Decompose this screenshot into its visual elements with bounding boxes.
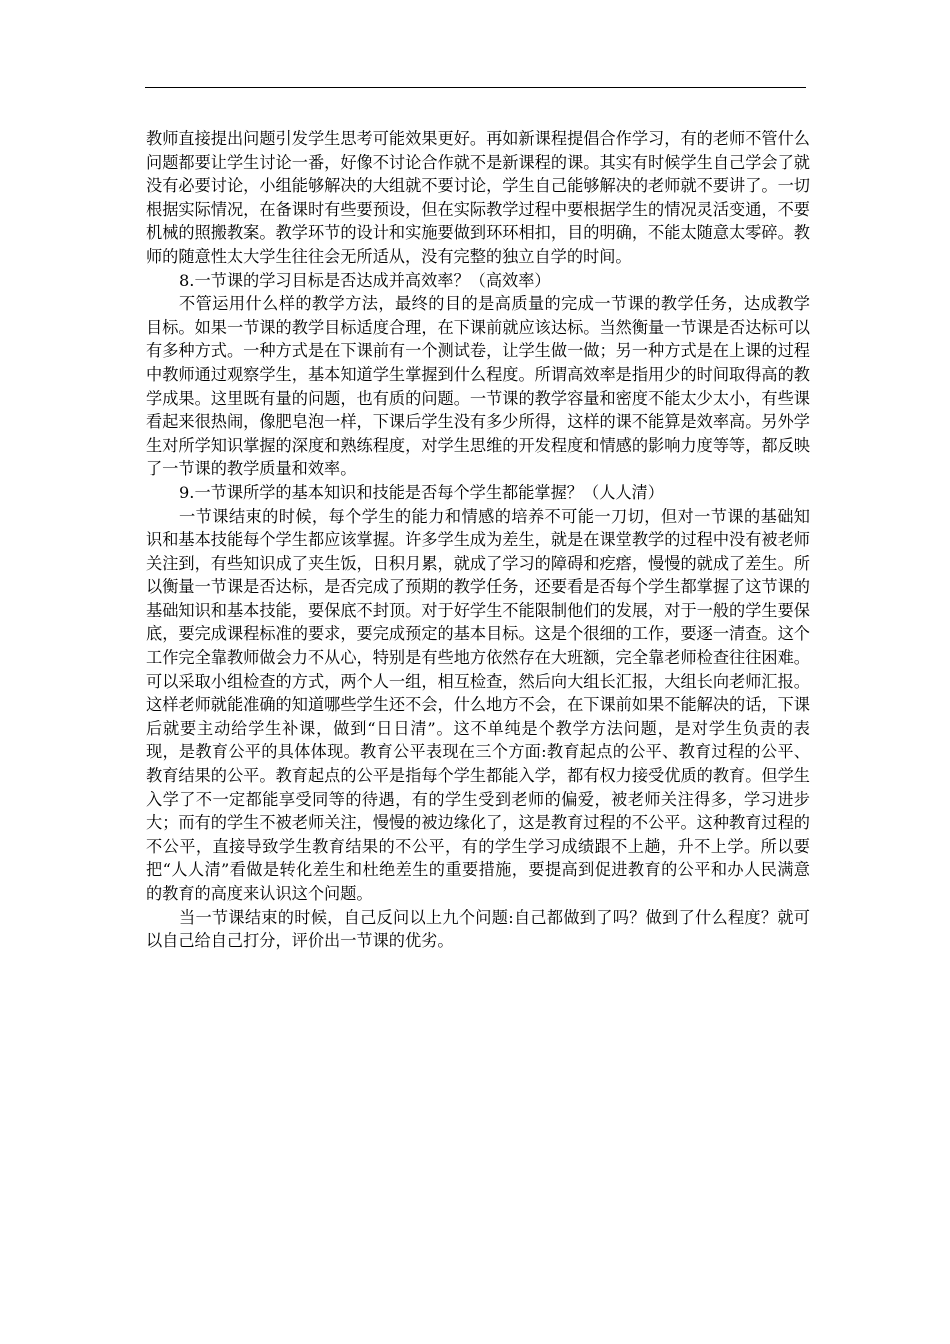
- section-heading-8: 8.一节课的学习目标是否达成并高效率？（高效率）: [179, 270, 551, 290]
- paragraph-mastery: 一节课结束的时候，每个学生的能力和情感的培养不可能一刀切，但对一节课的基础知识和基本技能每个学生都应该掌握。许多学生成为差生，就是在课堂教学的过程中没有被老师关注到，有些知识成了夹生饭，日积月累，就成了学习的障碍和疙瘩，慢慢的就成了差生。所以衡量一节课是否达标，是否完成了预期的教学任务，还要看是否每个学生都掌握了这节课的基础知识和基本技能，要保底不封顶。对于好学生不能限制他们的发展，对于一般的学生要保底，要完成课程标准的要求，要完成预定的基本目标。这是个很细的工作，要逐一清查。这个工作完全靠教师做会力不从心，特别是有些地方依然存在大班额，完全靠老师检查往往困难。可以采取小组检查的方式，两个人一组，相互检查，然后向大组长汇报，大组长向老师汇报。这样老师就能准确的知道哪些学生还不会，什么地方不会，在下课前如果不能解决的话，下课后就要主动给学生补课，做到“日日清”。这不单纯是个教学方法问题，是对学生负责的表现，是教育公平的具体体现。教育公平表现在三个方面:教育起点的公平、教育过程的公平、教育结果的公平。教育起点的公平是指每个学生都能入学，都有权力接受优质的教育。但学生入学了不一定都能享受同等的待遇，有的学生受到老师的偏爱，被老师关注得多，学习进步大；而有的学生不被老师关注，慢慢的被边缘化了，这是教育过程的不公平。这种教育过程的不公平，直接导致学生教育结果的不公平，有的学生学习成绩跟不上趟，升不上学。所以要把“人人清”看做是转化差生和杜绝差生的重要措施，要提高到促进教育的公平和办人民满意的教育的高度来认识这个问题。: [146, 506, 810, 903]
- paragraph-continuation: 教师直接提出问题引发学生思考可能效果更好。再如新课程提倡合作学习，有的老师不管什么问题都要让学生讨论一番，好像不讨论合作就不是新课程的课。其实有时候学生自己学会了就没有必要讨论，小组能够解决的大组就不要讨论，学生自己能够解决的老师就不要讲了。一切根据实际情况，在备课时有些要预设，但在实际教学过程中要根据学生的情况灵活变通，不要机械的照搬教案。教学环节的设计和实施要做到环环相扣，目的明确，不能太随意太零碎。教师的随意性太大学生往往会无所适从，没有完整的独立自学的时间。: [146, 129, 810, 266]
- document-body: [146, 127, 810, 953]
- section-heading-9: 9.一节课所学的基本知识和技能是否每个学生都能掌握？（人人清）: [179, 482, 664, 502]
- paragraph-conclusion: 当一节课结束的时候，自己反问以上九个问题:自己都做到了吗？做到了什么程度？就可以自己给自己打分，评价出一节课的优劣。: [146, 907, 810, 951]
- paragraph-efficiency: 不管运用什么样的教学方法，最终的目的是高质量的完成一节课的教学任务，达成教学目标。如果一节课的教学目标适度合理，在下课前就应该达标。当然衡量一节课是否达标可以有多种方式。一种方式是在下课前有一个测试卷，让学生做一做；另一种方式是在上课的过程中教师通过观察学生，基本知道学生掌握到什么程度。所谓高效率是指用少的时间取得高的教学成果。这里既有量的问题，也有质的问题。一节课的教学容量和密度不能太少太小，有些课看起来很热闹，像肥皂泡一样，下课后学生没有多少所得，这样的课不能算是效率高。另外学生对所学知识掌握的深度和熟练程度，对学生思维的开发程度和情感的影响力度等等，都反映了一节课的教学质量和效率。: [146, 294, 810, 479]
- header-rule: [145, 87, 806, 88]
